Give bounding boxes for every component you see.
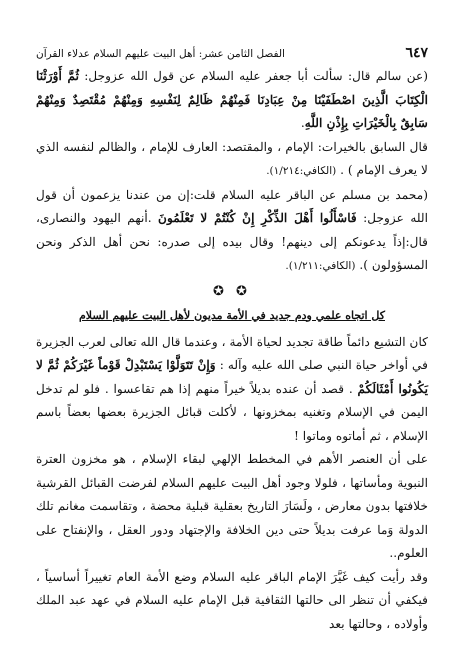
quran-verse: فَاسْأَلُوا أَهْلَ الذِّكْرِ إِنْ كُنْتُمْ لا تَعْلَمُونَ xyxy=(158,211,357,225)
page-header xyxy=(36,0,428,61)
hadith-paragraph-3 xyxy=(36,184,428,279)
body-paragraph-3: وقد رأيت كيف غَيَّرَ الإمام الباقر عليه السلام وضع الأمة العام تغييراً أساسياً ، فيكفي أن تنظر الى حالتها الثقافية قبل الإمام عليه السلام في عهد عبد الملك وأولاده ، وحالتها بعد xyxy=(36,569,428,631)
body-paragraph-2: على أن العنصر الأهم في المخطط الإلهي لبقاء الإسلام ، هو مخزون العترة النبوية ومأساتها ، فلولا وجود أهل البيت عليهم السلام لفرضت القبائل القرشية خلافتها بدون معارض ، ولَسَارَ التاريخ بعقلية قبلية محضة ، وتقاسمت مغانم تلك الدولة وَما عرفت بديلاً حتى دين الخلافة والإجتهاد ودور العقل ، والإنفتاح على العلوم.. xyxy=(36,452,428,560)
source-reference: (الكافي:١/٢١٤). xyxy=(266,165,337,177)
section-title: كل اتجاه علمي ودم جديد في الأمة مديون لأهل البيت عليهم السلام xyxy=(79,308,385,322)
body-paragraph-1 xyxy=(36,331,428,449)
running-title: الفصل الثامن عشر: أهل البيت عليهم السلام عدلاء القرآن xyxy=(36,48,285,60)
quran-verse: وَإِنْ تَتَوَلَّوْا يَسْتَبْدِلْ قَوْماً غَيْرَكُمْ ثُمَّ لا يَكُونُوا أَمْثَالَكُمْ xyxy=(36,358,428,396)
paragraph-text: كان التشيع دائماً طاقة تجديد لحياة الأمة ، وعندما قال الله تعالى لعرب الجزيرة في أواخر حياة النبي صلى الله عليه وآله : xyxy=(36,334,429,372)
hadith-paragraph-1 xyxy=(36,65,428,136)
paragraph-text: . قصد أن عنده بديلاً خيراً منهم إذا هم تقاعسوا . فلو لم تدخل اليمن في الإسلام وتغنيه بمخزونها ، لأكلت قبائل الجزيرة بعضها بعضاً باسم الإسلام ، ثم أماتوه وماتوا ! xyxy=(36,381,428,443)
page-number: ٦٤٧ xyxy=(405,45,428,61)
quran-verse: ثُمَّ أَوْرَثْنَا الْكِتَابَ الَّذِينَ اصْطَفَيْنَا مِنْ عِبَادِنَا فَمِنْهُمْ ظَالِمٌ لِنَفْسِهِ وَمِنْهُمْ مُقْتَصِدٌ وَمِنْهُمْ سَابِقٌ بِالْخَيْرَاتِ بِإِذْنِ اللَّهِ xyxy=(36,69,428,130)
source-reference: (الكافي:١/٢١١). xyxy=(285,260,356,272)
hadith-text: .أنهم اليهود والنصارى، قال:إذاً يدعونكم إلى دينهم! وقال بيده إلى صدره: نحن أهل الذكر ونحن المسؤولون ). xyxy=(36,211,428,272)
sentence-end: . xyxy=(300,116,305,130)
hadith-intro: (محمد بن مسلم عن الباقر عليه السلام قلت:إن من عندنا يزعمون أن قول الله عزوجل: xyxy=(36,187,428,225)
hadith-paragraph-2 xyxy=(36,136,428,184)
section-separator: ✪ ✪ xyxy=(213,283,251,299)
hadith-intro: (عن سالم قال: سألت أبا جعفر عليه السلام عن قول الله عزوجل: xyxy=(84,69,429,83)
hadith-text: قال السابق بالخيرات: الإمام ، والمقتصد: العارف للإمام ، والظالم لنفسه الذي لا يعرف الإمام ) . xyxy=(36,139,428,177)
